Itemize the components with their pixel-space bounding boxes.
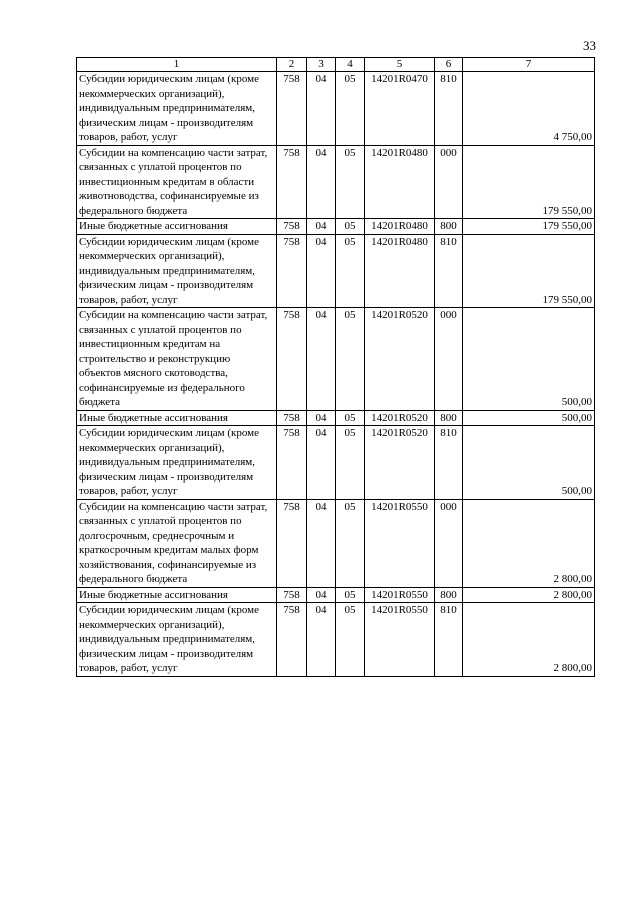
row-name: Субсидии юридическим лицам (кроме некоммерческих организаций), индивидуальным предпринимателям, физическим лицам - производителям товаров, работ, услуг — [77, 72, 277, 146]
row-name: Субсидии юридическим лицам (кроме некоммерческих организаций), индивидуальным предпринимателям, физическим лицам - производителям товаров, работ, услуг — [77, 234, 277, 308]
row-col2: 758 — [277, 603, 307, 677]
row-col2: 758 — [277, 587, 307, 603]
header-cell-1: 1 — [77, 58, 277, 72]
row-col2: 758 — [277, 145, 307, 219]
row-col4: 05 — [336, 426, 365, 500]
row-col3: 04 — [307, 499, 336, 587]
row-col6: 000 — [435, 308, 463, 411]
table-row — [77, 72, 595, 146]
header-cell-5: 5 — [365, 58, 435, 72]
table-row — [77, 603, 595, 677]
row-amount: 2 800,00 — [463, 587, 595, 603]
row-col2: 758 — [277, 219, 307, 235]
row-col4: 05 — [336, 308, 365, 411]
row-col4: 05 — [336, 72, 365, 146]
row-col5: 14201R0550 — [365, 603, 435, 677]
budget-table — [76, 57, 595, 677]
row-col5: 14201R0520 — [365, 308, 435, 411]
row-col5: 14201R0480 — [365, 219, 435, 235]
table-row — [77, 145, 595, 219]
row-col2: 758 — [277, 308, 307, 411]
table-row — [77, 426, 595, 500]
row-col5: 14201R0520 — [365, 426, 435, 500]
row-col3: 04 — [307, 603, 336, 677]
row-col6: 810 — [435, 603, 463, 677]
row-name: Иные бюджетные ассигнования — [77, 410, 277, 426]
header-cell-3: 3 — [307, 58, 336, 72]
header-cell-2: 2 — [277, 58, 307, 72]
row-col6: 810 — [435, 426, 463, 500]
row-col2: 758 — [277, 499, 307, 587]
header-row — [77, 58, 595, 72]
table-row — [77, 587, 595, 603]
row-col2: 758 — [277, 426, 307, 500]
header-cell-6: 6 — [435, 58, 463, 72]
row-name: Субсидии юридическим лицам (кроме некоммерческих организаций), индивидуальным предпринимателям, физическим лицам - производителям товаров, работ, услуг — [77, 426, 277, 500]
row-col3: 04 — [307, 145, 336, 219]
page-number: 33 — [583, 38, 596, 53]
row-name: Иные бюджетные ассигнования — [77, 587, 277, 603]
row-col4: 05 — [336, 219, 365, 235]
table-row — [77, 234, 595, 308]
header-cell-4: 4 — [336, 58, 365, 72]
row-amount: 500,00 — [463, 426, 595, 500]
row-col3: 04 — [307, 410, 336, 426]
row-amount: 4 750,00 — [463, 72, 595, 146]
row-amount: 2 800,00 — [463, 603, 595, 677]
row-amount: 179 550,00 — [463, 219, 595, 235]
row-amount: 179 550,00 — [463, 234, 595, 308]
row-col3: 04 — [307, 219, 336, 235]
row-col4: 05 — [336, 234, 365, 308]
row-name: Субсидии юридическим лицам (кроме некоммерческих организаций), индивидуальным предпринимателям, физическим лицам - производителям товаров, работ, услуг — [77, 603, 277, 677]
row-col3: 04 — [307, 308, 336, 411]
row-col3: 04 — [307, 587, 336, 603]
row-col6: 000 — [435, 499, 463, 587]
row-col4: 05 — [336, 145, 365, 219]
row-name: Субсидии на компенсацию части затрат, связанных с уплатой процентов по инвестиционным кредитам на строительство и реконструкцию объектов мясного скотоводства, софинансируемые из федерального бюджета — [77, 308, 277, 411]
row-col5: 14201R0550 — [365, 587, 435, 603]
row-col5: 14201R0550 — [365, 499, 435, 587]
table-row — [77, 219, 595, 235]
row-col6: 000 — [435, 145, 463, 219]
row-col4: 05 — [336, 410, 365, 426]
row-col2: 758 — [277, 234, 307, 308]
row-col6: 800 — [435, 219, 463, 235]
row-col4: 05 — [336, 603, 365, 677]
row-col3: 04 — [307, 234, 336, 308]
table-row — [77, 308, 595, 411]
row-col4: 05 — [336, 499, 365, 587]
table-row — [77, 410, 595, 426]
row-col2: 758 — [277, 72, 307, 146]
row-col6: 810 — [435, 234, 463, 308]
row-col6: 810 — [435, 72, 463, 146]
row-name: Иные бюджетные ассигнования — [77, 219, 277, 235]
row-col5: 14201R0480 — [365, 145, 435, 219]
row-col5: 14201R0520 — [365, 410, 435, 426]
row-amount: 500,00 — [463, 410, 595, 426]
row-col5: 14201R0470 — [365, 72, 435, 146]
row-amount: 2 800,00 — [463, 499, 595, 587]
row-col5: 14201R0480 — [365, 234, 435, 308]
table-row — [77, 499, 595, 587]
row-col6: 800 — [435, 587, 463, 603]
header-cell-7: 7 — [463, 58, 595, 72]
row-name: Субсидии на компенсацию части затрат, связанных с уплатой процентов по инвестиционным кредитам в области животноводства, софинансируемые из федерального бюджета — [77, 145, 277, 219]
row-amount: 500,00 — [463, 308, 595, 411]
row-col3: 04 — [307, 426, 336, 500]
row-col6: 800 — [435, 410, 463, 426]
row-col2: 758 — [277, 410, 307, 426]
row-amount: 179 550,00 — [463, 145, 595, 219]
row-col3: 04 — [307, 72, 336, 146]
row-name: Субсидии на компенсацию части затрат, связанных с уплатой процентов по долгосрочным, среднесрочным и краткосрочным кредитам малых форм хозяйствования, софинансируемые из федерального бюджета — [77, 499, 277, 587]
row-col4: 05 — [336, 587, 365, 603]
